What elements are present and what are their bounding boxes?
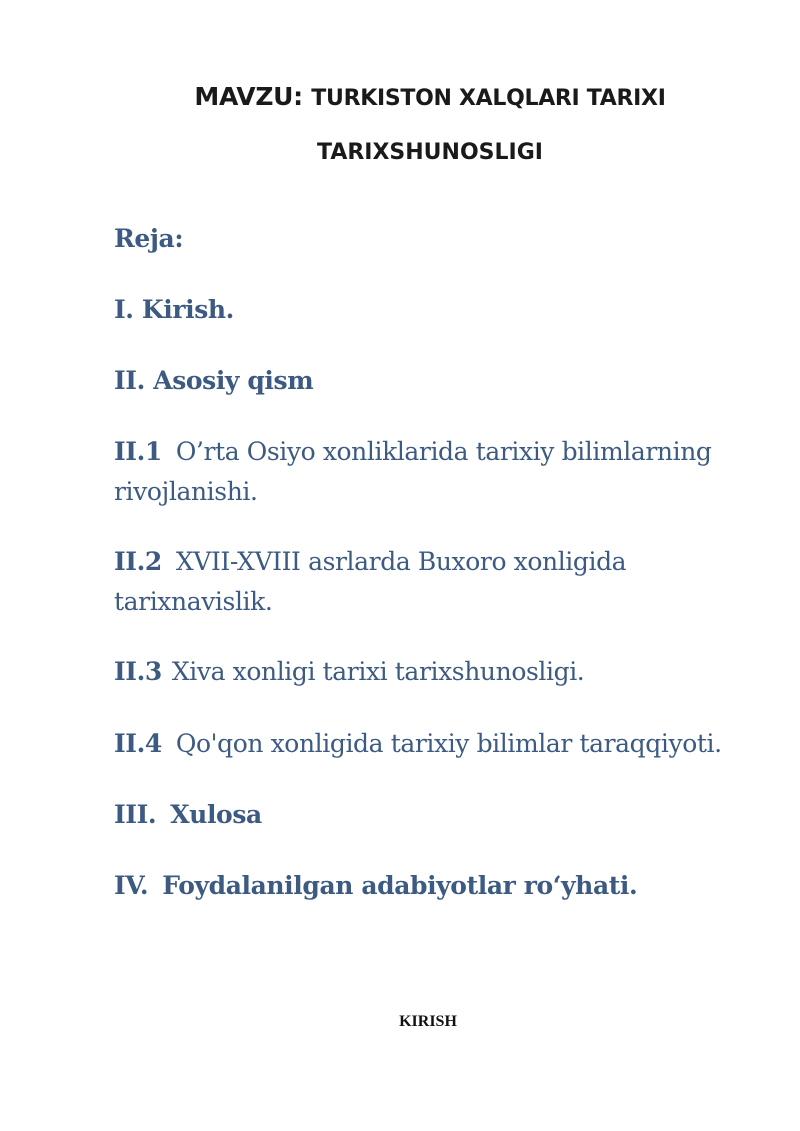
document-title-second-line: TARIXSHUNOSLIGI xyxy=(317,140,543,165)
plan-item-number: II.3 xyxy=(114,657,162,686)
title-main: TURKISTON XALQLARI TARIXI xyxy=(311,86,666,111)
plan-item-2-4 xyxy=(114,729,722,758)
plan-item-text: O’rta Osiyo xonliklarida tarixiy bilimlarning xyxy=(175,437,712,466)
plan-item-number: II.4 xyxy=(114,729,162,758)
plan-item-2-2 xyxy=(114,547,626,576)
plan-item-number: III. xyxy=(114,800,157,829)
plan-item-text: Xiva xonligi tarixi tarixshunosligi. xyxy=(171,657,585,686)
title-prefix: MAVZU: xyxy=(194,82,303,111)
plan-item-number: IV. xyxy=(114,871,149,900)
plan-item-references xyxy=(114,871,637,900)
plan-item-intro: I. Kirish. xyxy=(114,295,234,324)
plan-item-number: II.1 xyxy=(114,437,162,466)
plan-item-text: Foydalanilgan adabiyotlar ro‘yhati. xyxy=(162,871,638,900)
plan-item-text: XVII-XVIII asrlarda Buxoro xonligida xyxy=(175,547,627,576)
plan-heading: Reja: xyxy=(114,224,184,253)
plan-item-2-3 xyxy=(114,657,584,686)
plan-item-2-1-continuation: rivojlanishi. xyxy=(114,477,258,506)
section-heading-intro: KIRISH xyxy=(399,1013,457,1030)
plan-item-number: II.2 xyxy=(114,547,162,576)
plan-item-text: Qo'qon xonligida tarixiy bilimlar taraqqiyoti. xyxy=(175,729,722,758)
plan-item-conclusion xyxy=(114,800,262,829)
plan-item-2-2-continuation: tarixnavislik. xyxy=(114,587,273,616)
plan-item-2-1 xyxy=(114,437,712,466)
plan-item-main-part: II. Asosiy qism xyxy=(114,366,314,395)
plan-item-text: Xulosa xyxy=(170,800,262,829)
document-title xyxy=(30,82,800,111)
